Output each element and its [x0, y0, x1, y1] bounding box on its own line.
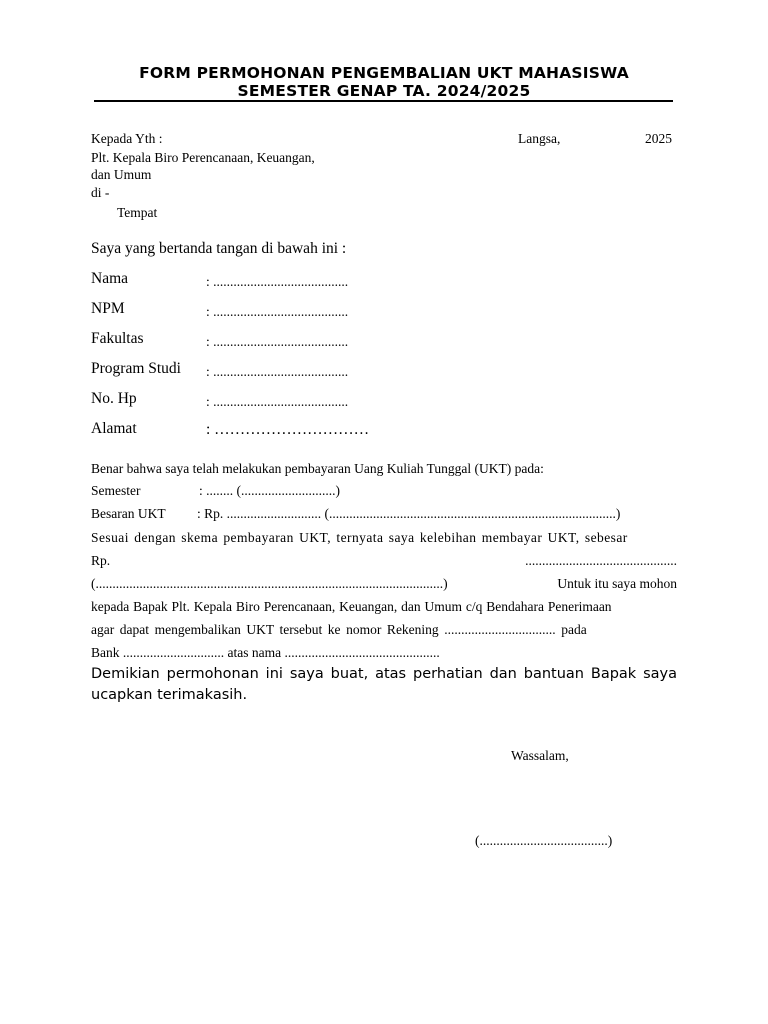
- field-value: : ........................................: [206, 364, 349, 379]
- field-label: NPM: [91, 300, 125, 317]
- closing-statement: Demikian permohonan ini saya buat, atas perhatian dan bantuan Bapak saya ucapkan terimakasih.: [91, 666, 677, 703]
- recipient-line-1: Plt. Kepala Biro Perencanaan, Keuangan,: [91, 150, 315, 165]
- recipient-line-4: Tempat: [117, 205, 158, 220]
- semester-value: : ........ (............................): [199, 483, 340, 498]
- paragraph-line-5: [91, 618, 677, 641]
- paragraph-line-6: [91, 641, 677, 664]
- intro-statement: Saya yang bertanda tangan di bawah ini :: [91, 240, 347, 257]
- field-label: Nama: [91, 270, 129, 287]
- field-value: : ........................................: [206, 334, 349, 349]
- payment-statement: Benar bahwa saya telah melakukan pembayaran Uang Kuliah Tunggal (UKT) pada:: [91, 461, 544, 476]
- wassalam-label: Wassalam,: [511, 748, 569, 763]
- paragraph-line-4: [91, 595, 677, 618]
- field-value: : …………………………: [206, 421, 370, 438]
- paragraph-text: Rp.: [91, 553, 111, 568]
- title-line-2: SEMESTER GENAP TA. 2024/2025: [237, 82, 531, 100]
- paragraph-text: agar dapat mengembalikan UKT tersebut ke nomor Rekening ................................. pada: [91, 622, 587, 637]
- field-value: : ........................................: [206, 274, 349, 289]
- besaran-ukt-value: : Rp. ............................ (.....................................................................................): [197, 506, 621, 521]
- besaran-ukt-label: Besaran UKT: [91, 506, 166, 521]
- recipient-salutation: Kepada Yth :: [91, 131, 163, 146]
- paragraph-text: Sesuai dengan skema pembayaran UKT, ternyata saya kelebihan membayar UKT, sebesar: [91, 530, 628, 545]
- recipient-line-3: di -: [91, 185, 110, 200]
- paragraph-text: Bank .............................. atas nama ..............................................: [91, 645, 440, 660]
- recipient-line-2: dan Umum: [91, 167, 152, 182]
- signature-name-placeholder: (......................................): [475, 833, 613, 848]
- semester-label: Semester: [91, 483, 141, 498]
- field-label: No. Hp: [91, 390, 137, 407]
- paragraph-line-1: [91, 526, 677, 549]
- title-line-1: FORM PERMOHONAN PENGEMBALIAN UKT MAHASISWA: [139, 64, 629, 82]
- field-value: : ........................................: [206, 304, 349, 319]
- field-label: Alamat: [91, 420, 137, 437]
- paragraph-text: Untuk itu saya mohon: [557, 576, 677, 591]
- paragraph-line-2: [91, 549, 677, 572]
- paragraph-text: (.......................................................................................................): [91, 576, 448, 591]
- title-underline: [94, 100, 673, 102]
- place-label: Langsa,: [518, 131, 561, 146]
- form-title: [90, 64, 678, 100]
- field-label: Fakultas: [91, 330, 144, 347]
- field-value: : ........................................: [206, 394, 349, 409]
- request-paragraph: [91, 526, 677, 664]
- year-label: 2025: [645, 131, 672, 146]
- paragraph-text: .............................................: [525, 553, 677, 568]
- paragraph-line-3: [91, 572, 677, 595]
- field-label: Program Studi: [91, 360, 181, 377]
- paragraph-text: kepada Bapak Plt. Kepala Biro Perencanaan, Keuangan, dan Umum c/q Bendahara Penerimaan: [91, 599, 612, 614]
